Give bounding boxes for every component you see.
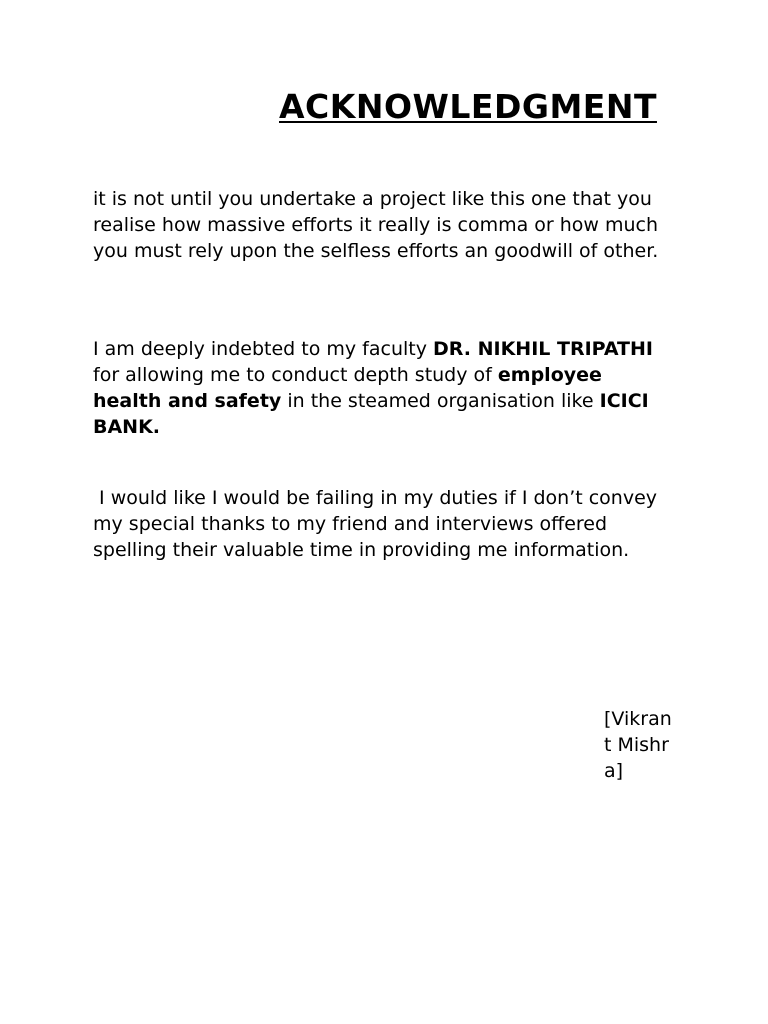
paragraph-indebted: [93, 336, 673, 440]
paragraph-indebted-text-3: in the steamed organisation like: [281, 390, 600, 412]
signature: [Vikrant Mishra]: [604, 708, 672, 782]
paragraph-indebted-text-1: I am deeply indebted to my faculty: [93, 338, 434, 360]
paragraph-intro: it is not until you undertake a project like this one that you realise how massive efforts it really is comma or how much you must rely upon the selfless efforts an goodwill of other.: [93, 188, 659, 262]
organisation-name: ICICI BANK.: [93, 390, 649, 438]
study-topic: employee health and safety: [93, 364, 602, 412]
faculty-name: DR. NIKHIL TRIPATHI: [433, 338, 653, 360]
paragraph-indebted-text-2: for allowing me to conduct depth study of: [93, 364, 498, 386]
page-title: ACKNOWLEDGMENT: [279, 87, 657, 126]
paragraph-thanks: I would like I would be failing in my duties if I don’t convey my special thanks to my friend and interviews offered spelling their valuable time in providing me information.: [93, 487, 664, 561]
